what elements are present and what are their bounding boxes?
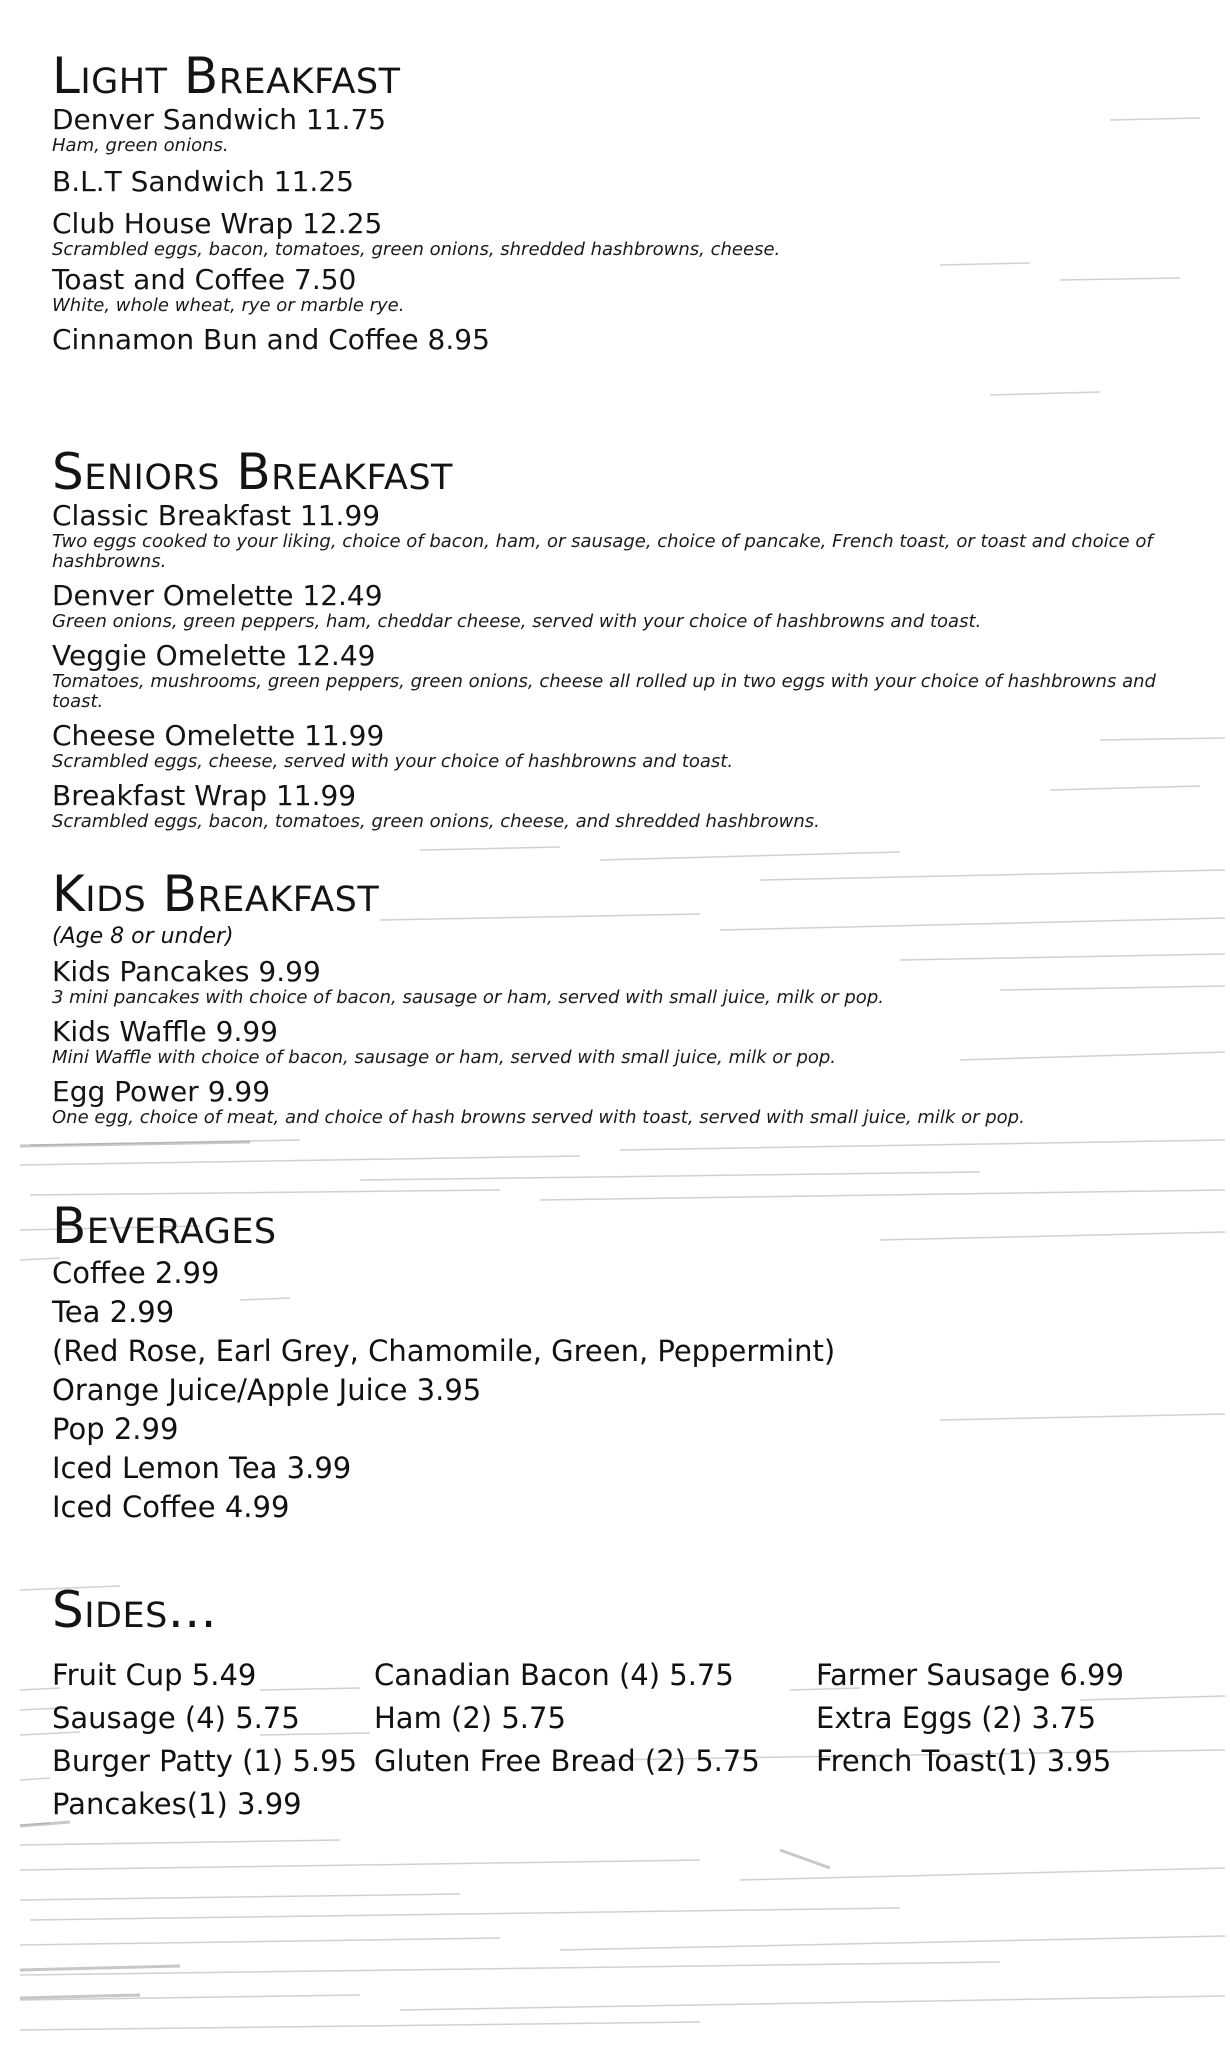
item-name: B.L.T Sandwich 11.25 (52, 165, 354, 198)
item-description: Scrambled eggs, bacon, tomatoes, green onions, cheese, and shredded hashbrowns. (52, 811, 820, 832)
menu-item (52, 264, 1202, 316)
beverage-item: Iced Lemon Tea 3.99 (52, 1451, 352, 1485)
beverage-item: Coffee 2.99 (52, 1256, 220, 1290)
item-name: Kids Pancakes 9.99 (52, 955, 321, 988)
menu-item (52, 1016, 1202, 1068)
menu-item (52, 720, 1202, 772)
side-item: Canadian Bacon (4) 5.75 (374, 1658, 734, 1692)
item-description: Mini Waffle with choice of bacon, sausage or ham, served with small juice, milk or pop. (52, 1047, 837, 1068)
side-item: Fruit Cup 5.49 (52, 1658, 257, 1692)
menu-item (52, 324, 1202, 356)
side-item: Pancakes(1) 3.99 (52, 1787, 302, 1821)
menu-item (52, 956, 1202, 1008)
menu-item (52, 208, 1202, 260)
item-name: Club House Wrap 12.25 (52, 207, 383, 240)
item-name: Toast and Coffee 7.50 (52, 263, 357, 296)
section-title: Kids Breakfast (52, 865, 380, 923)
item-name: Denver Omelette 12.49 (52, 579, 383, 612)
item-description: Scrambled eggs, cheese, served with your choice of hashbrowns and toast. (52, 751, 734, 772)
sides-grid (52, 1654, 1182, 1844)
kids-breakfast-section (52, 866, 1202, 1132)
beverage-item: Pop 2.99 (52, 1412, 179, 1446)
item-description: Tomatoes, mushrooms, green peppers, green onions, cheese all rolled up in two eggs with your choice of hashbrowns and toast. (52, 671, 1156, 712)
beverages-section (52, 1198, 1202, 1527)
beverage-item: Iced Coffee 4.99 (52, 1490, 290, 1524)
age-note: (Age 8 or under) (52, 924, 234, 949)
item-description: Two eggs cooked to your liking, choice of bacon, ham, or sausage, choice of pancake, French toast, or toast and choice of hashbrowns. (52, 531, 1153, 572)
item-name: Cinnamon Bun and Coffee 8.95 (52, 323, 490, 356)
sides-column-2 (374, 1654, 760, 1783)
item-name: Denver Sandwich 11.75 (52, 103, 387, 136)
side-item: Burger Patty (1) 5.95 (52, 1744, 358, 1778)
menu-item (52, 1076, 1202, 1128)
item-name: Kids Waffle 9.99 (52, 1015, 278, 1048)
item-name: Egg Power 9.99 (52, 1075, 271, 1108)
menu-item (52, 500, 1202, 572)
beverage-item: Orange Juice/Apple Juice 3.95 (52, 1373, 482, 1407)
menu-item (52, 104, 1202, 156)
item-description: One egg, choice of meat, and choice of hash browns served with toast, served with small juice, milk or pop. (52, 1107, 1025, 1128)
side-item: Gluten Free Bread (2) 5.75 (374, 1744, 760, 1778)
item-name: Veggie Omelette 12.49 (52, 639, 376, 672)
section-title: Seniors Breakfast (52, 443, 453, 501)
side-item: Ham (2) 5.75 (374, 1701, 566, 1735)
side-item: Farmer Sausage 6.99 (816, 1658, 1124, 1692)
section-title: Light Breakfast (52, 47, 401, 105)
sides-column-3 (816, 1654, 1124, 1783)
side-item: French Toast(1) 3.95 (816, 1744, 1112, 1778)
menu-item (52, 780, 1202, 832)
side-item: Sausage (4) 5.75 (52, 1701, 300, 1735)
item-description: Green onions, green peppers, ham, cheddar cheese, served with your choice of hashbrowns and toast. (52, 611, 982, 632)
beverage-item: Tea 2.99 (52, 1295, 175, 1329)
item-description: 3 mini pancakes with choice of bacon, sausage or ham, served with small juice, milk or pop. (52, 987, 884, 1008)
item-name: Classic Breakfast 11.99 (52, 499, 381, 532)
beverage-item: (Red Rose, Earl Grey, Chamomile, Green, Peppermint) (52, 1334, 836, 1368)
item-name: Breakfast Wrap 11.99 (52, 779, 357, 812)
beverage-list (52, 1254, 1202, 1527)
menu-item (52, 166, 1202, 198)
menu-item (52, 640, 1202, 712)
section-title: Beverages (52, 1197, 277, 1255)
seniors-breakfast-section (52, 444, 1202, 836)
section-title: Sides... (52, 1581, 218, 1639)
item-description: Scrambled eggs, bacon, tomatoes, green onions, shredded hashbrowns, cheese. (52, 239, 781, 260)
menu-item (52, 580, 1202, 632)
sides-section (52, 1581, 1202, 1821)
side-item: Extra Eggs (2) 3.75 (816, 1701, 1097, 1735)
sides-column-1 (52, 1654, 357, 1826)
item-name: Cheese Omelette 11.99 (52, 719, 385, 752)
light-breakfast-section (52, 48, 1202, 364)
item-description: Ham, green onions. (52, 135, 229, 156)
item-description: White, whole wheat, rye or marble rye. (52, 295, 405, 316)
